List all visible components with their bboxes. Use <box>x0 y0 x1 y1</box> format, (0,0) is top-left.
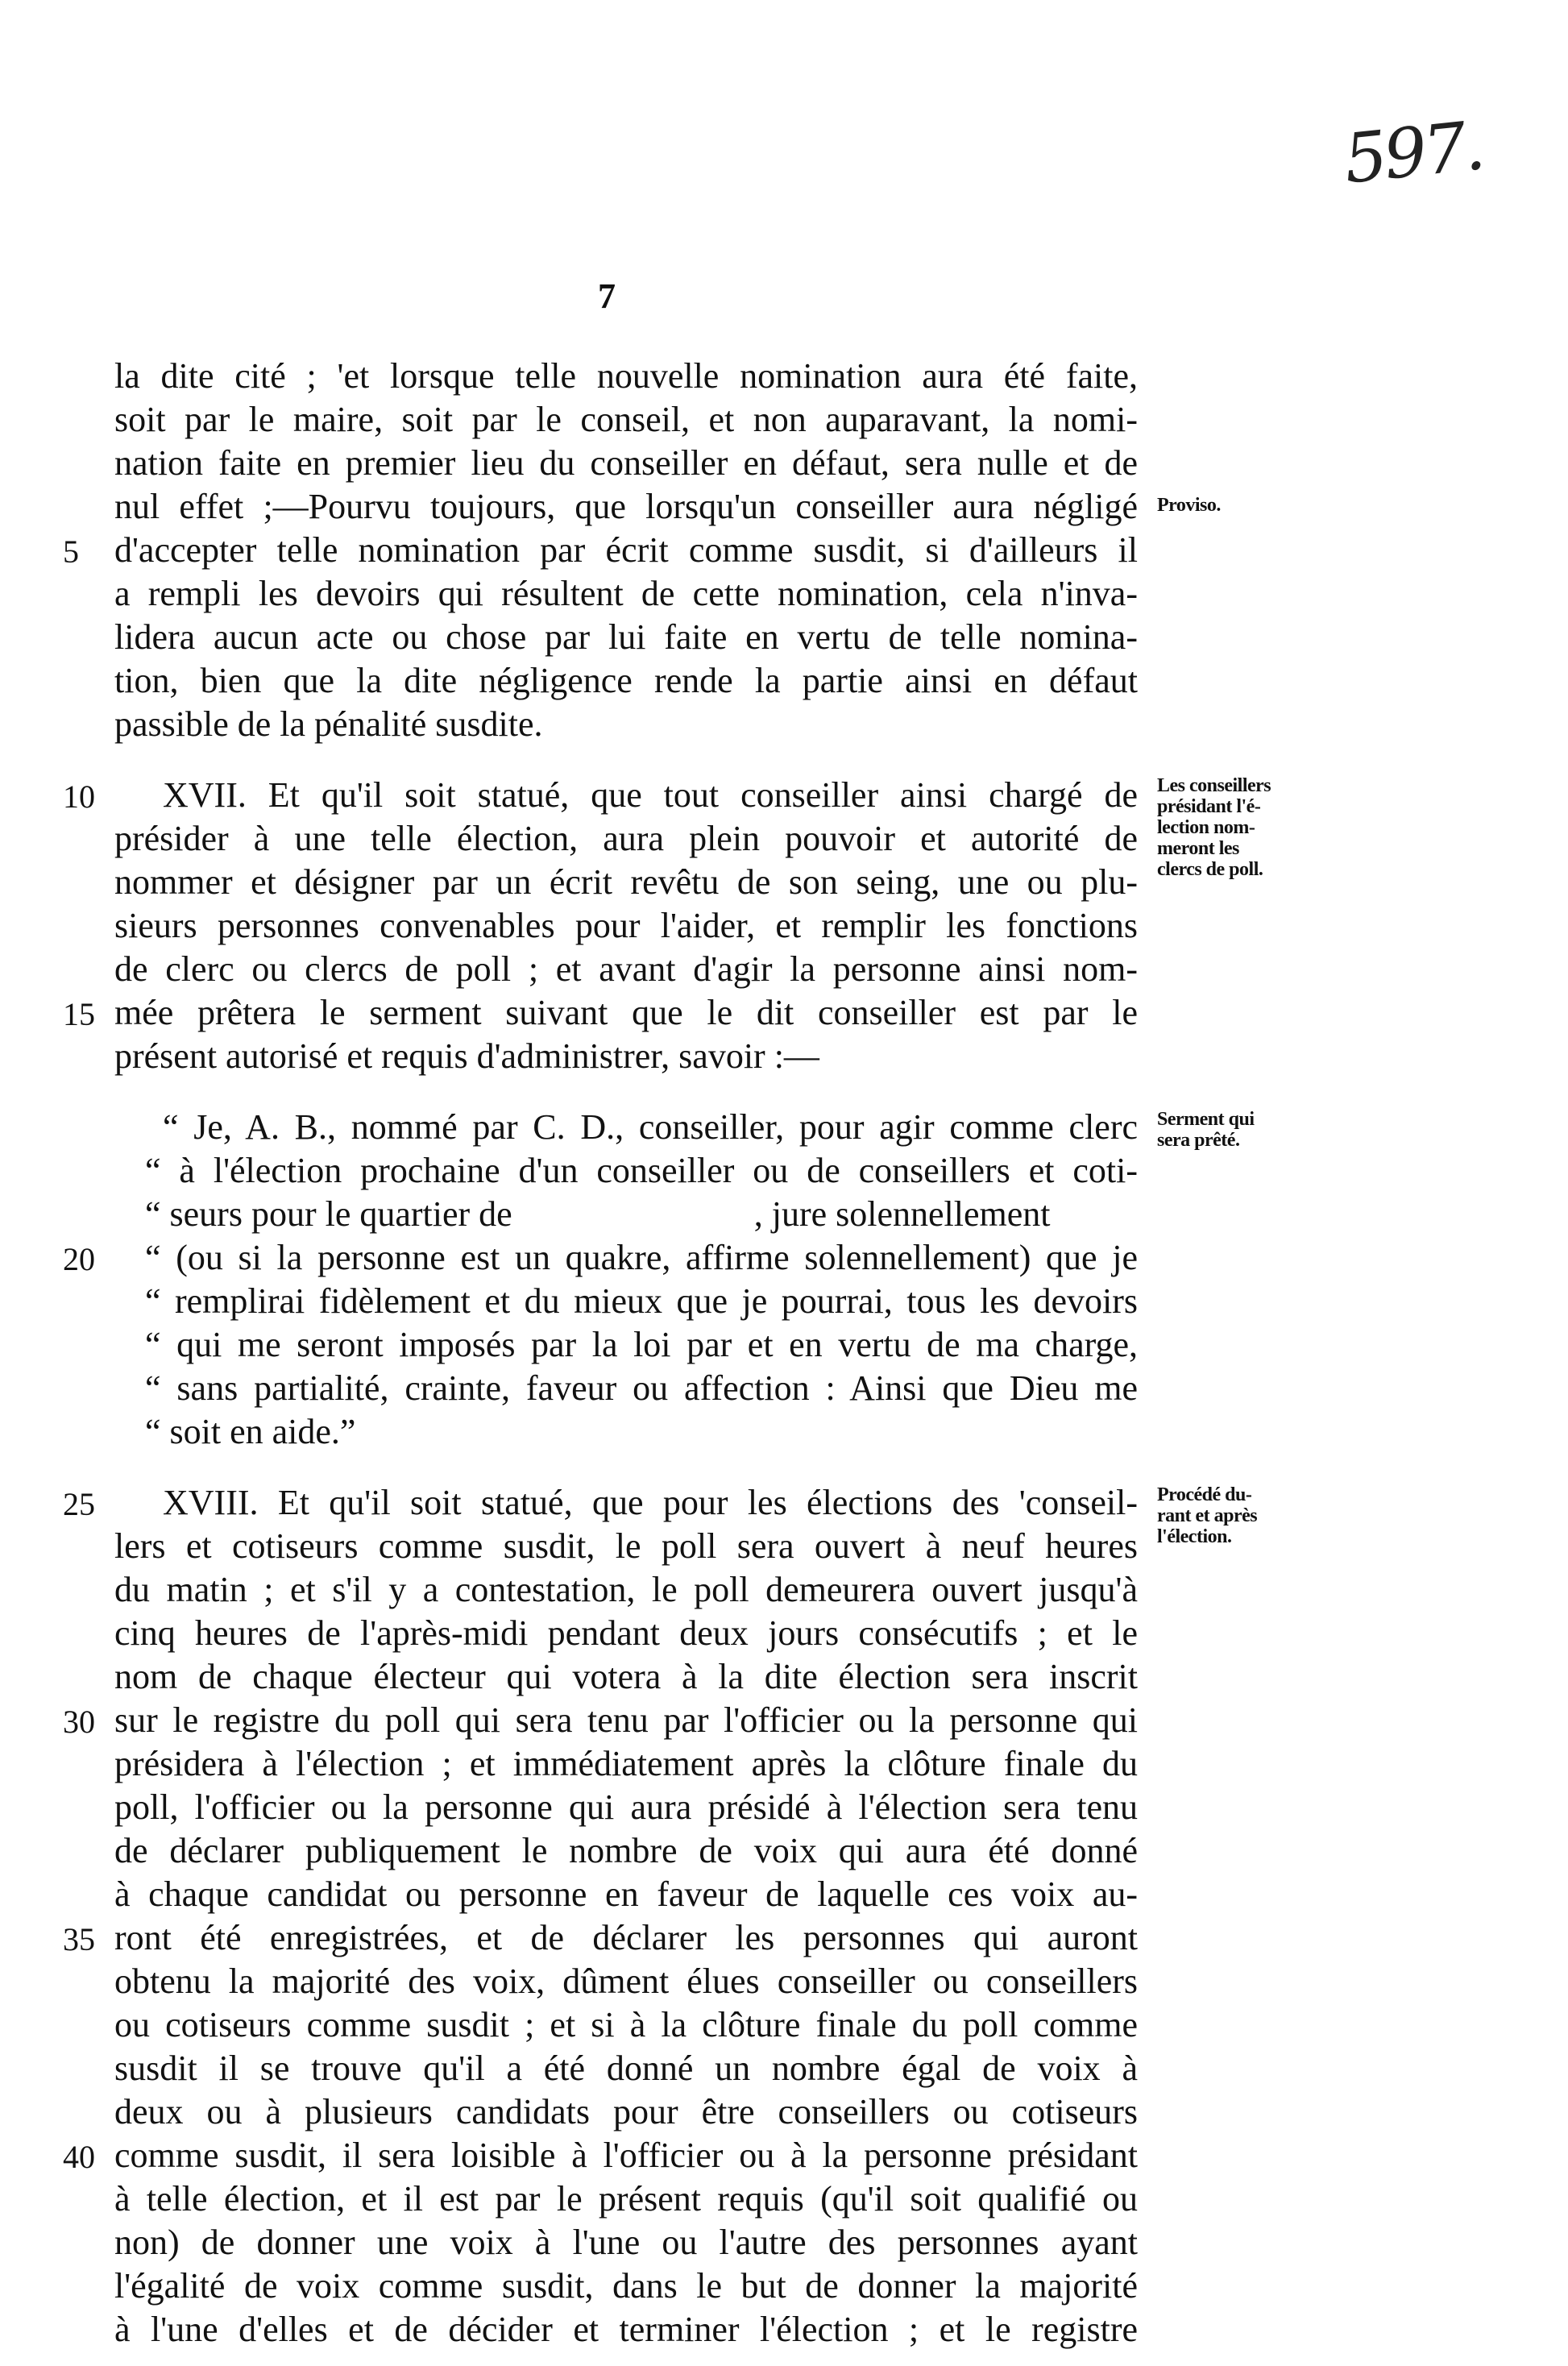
text-line: “ sans partialité, crainte, faveur ou affection : Ainsi que Dieu me <box>145 1368 1138 1408</box>
text-line: de déclarer publiquement le nombre de voix qui aura été donné <box>114 1831 1138 1870</box>
text-line: présent autorisé et requis d'administrer, savoir :— <box>114 1036 819 1076</box>
text-segment: “ seurs pour le quartier de <box>145 1194 512 1234</box>
line-number: 5 <box>63 533 79 570</box>
text-line: nom de chaque électeur qui votera à la dite élection sera inscrit <box>114 1657 1138 1696</box>
line-number: 40 <box>63 2139 95 2175</box>
text-line: ou cotiseurs comme susdit ; et si à la clôture finale du poll comme <box>114 2005 1138 2044</box>
text-line: “ (ou si la personne est un quakre, affirme solennellement) que je <box>145 1238 1138 1277</box>
text-line: présider à une telle élection, aura plein pouvoir et autorité de <box>114 819 1138 858</box>
margin-note-line: lection nom- <box>1157 817 1255 838</box>
page-number: 7 <box>598 276 616 316</box>
text-line: l'égalité de voix comme susdit, dans le but de donner la majorité <box>114 2266 1138 2306</box>
margin-note-line: Proviso. <box>1157 495 1221 516</box>
text-line: soit par le maire, soit par le conseil, et non auparavant, la nomi- <box>114 400 1138 439</box>
text-line: XVIII. Et qu'il soit statué, que pour les élections des 'conseil- <box>163 1483 1138 1522</box>
line-number: 25 <box>63 1486 95 1522</box>
text-line: “ à l'élection prochaine d'un conseiller ou de conseillers et coti- <box>145 1151 1138 1190</box>
text-line: à telle élection, et il est par le présent requis (qu'il soit qualifié ou <box>114 2179 1138 2219</box>
text-line: lers et cotiseurs comme susdit, le poll sera ouvert à neuf heures <box>114 1526 1138 1566</box>
text-line: deux ou à plusieurs candidats pour être conseillers ou cotiseurs <box>114 2092 1138 2131</box>
text-line: lidera aucun acte ou chose par lui faite en vertu de telle nomina- <box>114 617 1138 657</box>
text-line: du matin ; et s'il y a contestation, le poll demeurera ouvert jusqu'à <box>114 1570 1138 1609</box>
text-line: nommer et désigner par un écrit revêtu de son seing, une ou plu- <box>114 862 1138 902</box>
text-line: à l'une d'elles et de décider et terminer l'élection ; et le registre <box>114 2310 1138 2349</box>
text-line: sieurs personnes convenables pour l'aider, et remplir les fonctions <box>114 906 1138 945</box>
margin-note-line: meront les <box>1157 838 1239 859</box>
text-line: d'accepter telle nomination par écrit comme susdit, si d'ailleurs il <box>114 530 1138 570</box>
text-segment: , jure solennellement <box>753 1194 1051 1234</box>
text-line: poll, l'officier ou la personne qui aura présidé à l'élection sera tenu <box>114 1787 1138 1827</box>
margin-note-line: sera prêté. <box>1157 1130 1240 1151</box>
line-number: 10 <box>63 778 95 815</box>
margin-note-line: présidant l'é- <box>1157 796 1261 817</box>
text-line-with-blank <box>114 1193 1138 1236</box>
text-line: susdit il se trouve qu'il a été donné un nombre égal de voix à <box>114 2048 1138 2088</box>
text-line: obtenu la majorité des voix, dûment élues conseiller ou conseillers <box>114 1961 1138 2001</box>
text-line: XVII. Et qu'il soit statué, que tout conseiller ainsi chargé de <box>163 775 1138 815</box>
text-line: passible de la pénalité susdite. <box>114 704 543 744</box>
line-number: 20 <box>63 1241 95 1277</box>
text-line: à chaque candidat ou personne en faveur de laquelle ces voix au- <box>114 1874 1138 1914</box>
line-number: 15 <box>63 996 95 1032</box>
text-line: la dite cité ; 'et lorsque telle nouvelle nomination aura été faite, <box>114 356 1138 396</box>
text-line: tion, bien que la dite négligence rende la partie ainsi en défaut <box>114 661 1138 700</box>
line-number: 35 <box>63 1921 95 1957</box>
text-line: non) de donner une voix à l'une ou l'autre des personnes ayant <box>114 2223 1138 2262</box>
text-line: “ qui me seront imposés par la loi par et en vertu de ma charge, <box>145 1325 1138 1364</box>
text-line: a rempli les devoirs qui résultent de cette nomination, cela n'inva- <box>114 574 1138 613</box>
text-line: présidera à l'élection ; et immédiatement après la clôture finale du <box>114 1744 1138 1783</box>
margin-note-clerks <box>1157 775 1318 880</box>
margin-note-proviso <box>1157 495 1318 516</box>
margin-note-line: clercs de poll. <box>1157 859 1263 880</box>
text-line: ront été enregistrées, et de déclarer les personnes qui auront <box>114 1918 1138 1957</box>
margin-note-oath <box>1157 1109 1318 1151</box>
text-line: “ remplirai fidèlement et du mieux que je pourrai, tous les devoirs <box>145 1281 1138 1321</box>
text-line: comme susdit, il sera loisible à l'officier ou à la personne présidant <box>114 2136 1138 2175</box>
text-line: “ Je, A. B., nommé par C. D., conseiller, pour agir comme clerc <box>163 1107 1138 1147</box>
text-line: cinq heures de l'après-midi pendant deux jours consécutifs ; et le <box>114 1613 1138 1653</box>
margin-note-line: rant et après <box>1157 1505 1258 1526</box>
margin-note-line: Procédé du- <box>1157 1484 1252 1505</box>
margin-note-line: Les conseillers <box>1157 775 1271 796</box>
text-line: de clerc ou clercs de poll ; et avant d'agir la personne ainsi nom- <box>114 949 1138 989</box>
text-line: sur le registre du poll qui sera tenu par l'officier ou la personne qui <box>114 1700 1138 1740</box>
margin-note-line: l'élection. <box>1157 1526 1232 1547</box>
line-number: 30 <box>63 1704 95 1740</box>
margin-note-line: Serment qui <box>1157 1109 1255 1130</box>
text-line: nation faite en premier lieu du conseiller en défaut, sera nulle et de <box>114 443 1138 483</box>
text-line: mée prêtera le serment suivant que le dit conseiller est par le <box>114 993 1138 1032</box>
folio-number: 597. <box>1340 106 1486 199</box>
text-line: nul effet ;—Pourvu toujours, que lorsqu'un conseiller aura négligé <box>114 487 1138 526</box>
margin-note-procedure <box>1157 1484 1318 1547</box>
text-line: “ soit en aide.” <box>145 1412 356 1451</box>
